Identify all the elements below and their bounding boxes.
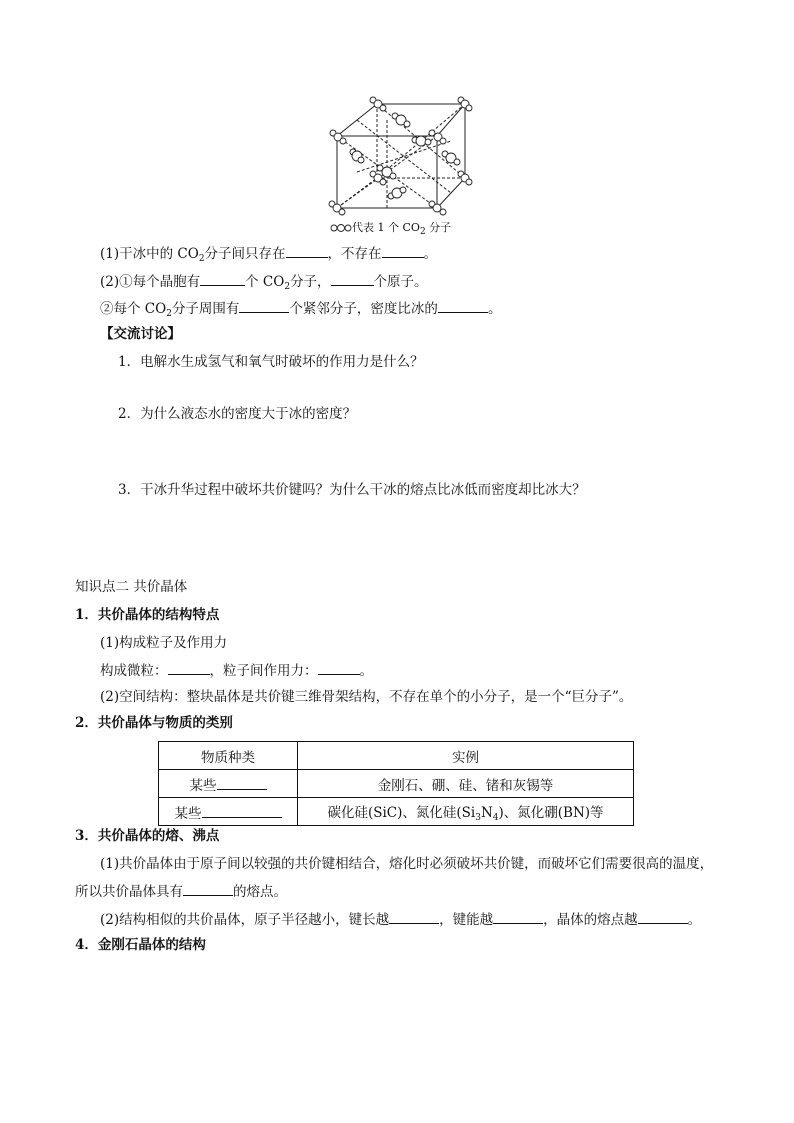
table-cell: 碳化硅(SiC)、氮化硅$(Si_3N_4)$、氮化硼(BN)等 <box>298 798 634 826</box>
blank[interactable] <box>438 298 488 313</box>
blank[interactable] <box>200 271 245 286</box>
paragraph: (2)结构相似的共价晶体，原子半径越小，键长越 ，键能越 ，晶体的熔点越 。 <box>100 909 701 930</box>
discussion-item: 1．电解水生成氢气和氧气时破坏的作用力是什么？ <box>118 354 424 370</box>
question-1: (1)干冰中的 $CO_2$分子间只存在 ，不存在 。 <box>100 243 437 269</box>
blank[interactable] <box>183 881 233 896</box>
blank[interactable] <box>168 660 210 675</box>
heading-2: 2．共价晶体与物质的类别 <box>75 715 233 731</box>
blank[interactable] <box>286 243 328 258</box>
discussion-heading: 【交流讨论】 <box>100 326 181 342</box>
co2-unit-cell-figure <box>325 96 475 220</box>
question-2: (2)①每个晶胞有 个 $CO_2$分子， 个原子。 <box>100 271 428 297</box>
crystal-type-table <box>158 741 634 826</box>
heading-1: 1．共价晶体的结构特点 <box>75 607 220 623</box>
blank[interactable] <box>239 298 289 313</box>
table-header-row <box>159 742 634 770</box>
blank[interactable] <box>389 909 439 924</box>
blank[interactable] <box>318 660 360 675</box>
heading-4: 4．金刚石晶体的结构 <box>75 937 206 953</box>
section-title: 知识点二 共价晶体 <box>75 579 188 595</box>
table-header: 实例 <box>298 742 634 770</box>
heading-3: 3．共价晶体的熔、沸点 <box>75 828 220 844</box>
figure-caption: 代表 1 个 $CO_2$ 分子 <box>330 220 451 240</box>
blank[interactable] <box>493 909 543 924</box>
table-row <box>159 798 634 826</box>
subheading: (1)构成粒子及作用力 <box>100 635 228 651</box>
blank[interactable] <box>331 271 374 286</box>
blank[interactable] <box>638 909 688 924</box>
table-row <box>159 770 634 798</box>
question-3: ②每个 $CO_2$分子周围有 个紧邻分子，密度比冰的 。 <box>100 298 501 324</box>
blank[interactable] <box>202 803 282 818</box>
table-cell: 金刚石、硼、硅、锗和灰锡等 <box>298 770 634 798</box>
paragraph: 所以共价晶体具有 的熔点。 <box>75 881 287 902</box>
discussion-item: 2．为什么液态水的密度大于冰的密度？ <box>118 406 357 422</box>
blank[interactable] <box>217 775 267 790</box>
paragraph: (1)共价晶体由于原子间以较强的共价键相结合，熔化时必须破坏共价键，而破坏它们需要很高的温度， <box>100 856 714 872</box>
blank[interactable] <box>382 243 424 258</box>
co2-molecule-icon <box>330 224 352 232</box>
table-header: 物质种类 <box>159 742 298 770</box>
structure-line: (2)空间结构：整块晶体是共价键三维骨架结构，不存在单个的小分子，是一个“巨分子”。 <box>100 689 633 705</box>
table-cell: 某些 <box>159 770 298 798</box>
discussion-item: 3．干冰升华过程中破坏共价键吗？为什么干冰的熔点比冰低而密度却比冰大？ <box>118 482 586 498</box>
particles-line: 构成微粒： ，粒子间作用力： 。 <box>100 660 373 681</box>
table-cell: 某些 <box>159 798 298 826</box>
